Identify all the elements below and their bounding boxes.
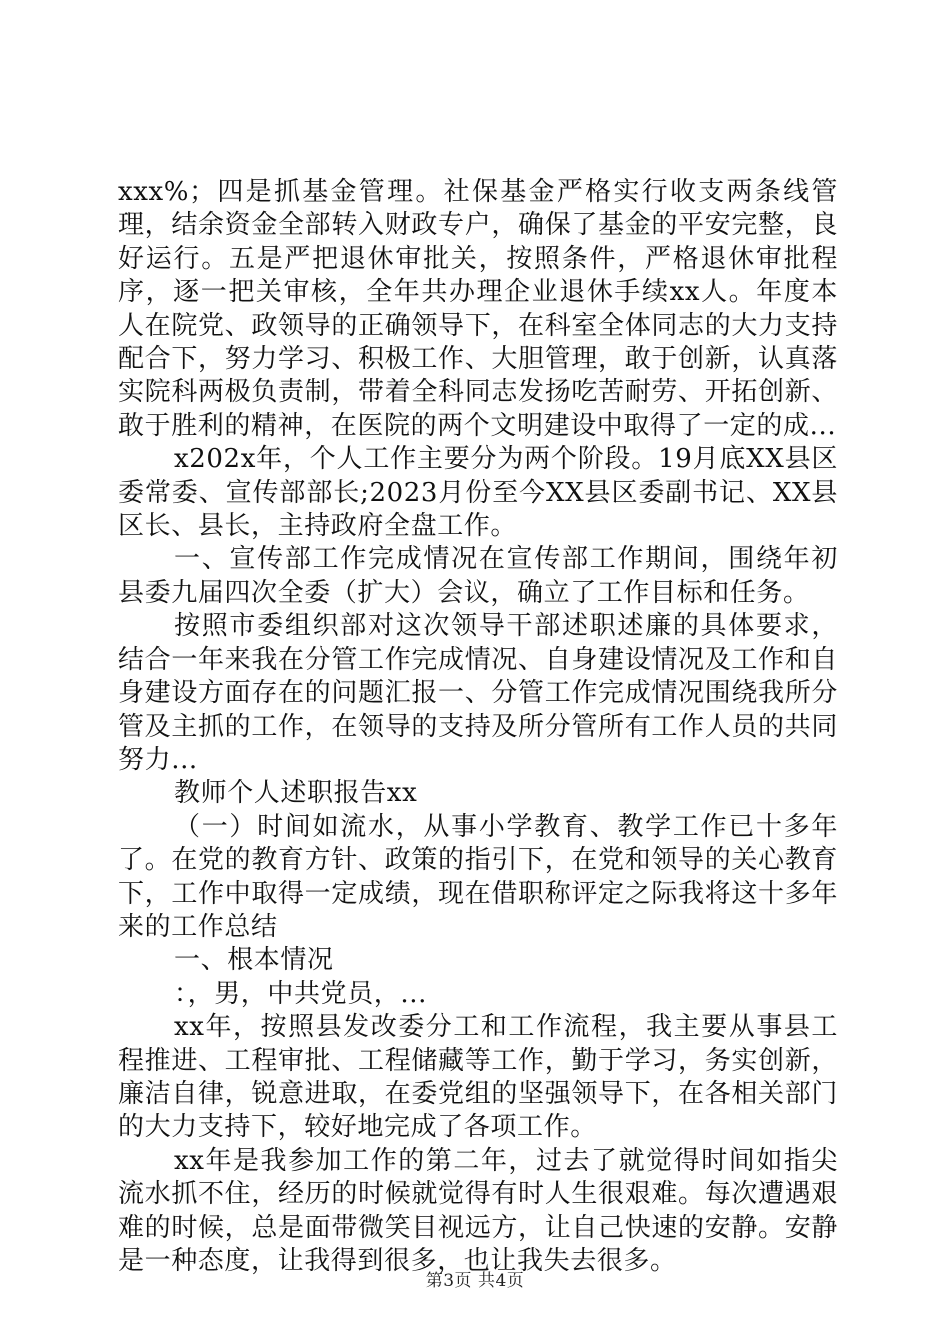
paragraph-heading-basic-info: 一、根本情况 — [174, 945, 334, 976]
paragraph-2: x202x年，个人工作主要分为两个阶段。19月底XX县区委常委、宣传部部长;2023月份至今XX县区委副书记、XX县区长、县长，主持政府全盘工作。 — [118, 444, 838, 542]
paragraph-9: xx年，按照县发改委分工和工作流程，我主要从事县工程推进、工程审批、工程储藏等工作，勤于学习，务实创新，廉洁自律，锐意进取，在委党组的坚强领导下，在各相关部门的大力支持下，较好地完成了各项工作。 — [118, 1012, 838, 1143]
paragraph-6: （一）时间如流水，从事小学教育、教学工作已十多年了。在党的教育方针、政策的指引下，在党和领导的关心教育下，工作中取得一定成绩，现在借职称评定之际我将这十多年来的工作总结 — [118, 811, 838, 942]
page-number-footer: 第3页 共4页 — [425, 1271, 525, 1291]
document-body — [118, 176, 838, 1278]
paragraph-4: 按照市委组织部对这次领导干部述职述廉的具体要求，结合一年来我在分管工作完成情况、自身建设情况及工作和自身建设方面存在的问题汇报一、分管工作完成情况围绕我所分管及主抓的工作，在领导的支持及所分管所有工作人员的共同努力... — [118, 611, 838, 775]
paragraph-8: ：，男，中共党员，... — [174, 978, 427, 1009]
paragraph-1: xxx%；四是抓基金管理。社保基金严格实行收支两条线管理，结余资金全部转入财政专户，确保了基金的平安完整，良好运行。五是严把退休审批关，按照条件，严格退休审批程序，逐一把关审核，全年共办理企业退休手续xx人。年度本人在院党、政领导的正确领导下，在科室全体同志的大力支持配合下，努力学习、积极工作、大胆管理，敢于创新，认真落实院科两极负责制，带着全科同志发扬吃苦耐劳、开拓创新、敢于胜利的精神，在医院的两个文明建设中取得了一定的成... — [118, 177, 838, 441]
paragraph-3: 一、宣传部工作完成情况在宣传部工作期间，围绕年初县委九届四次全委（扩大）会议，确立了工作目标和任务。 — [118, 544, 838, 608]
paragraph-heading-teacher-report: 教师个人述职报告xx — [174, 778, 418, 809]
paragraph-10: xx年是我参加工作的第二年，过去了就觉得时间如指尖流水抓不住，经历的时候就觉得有时人生很艰难。每次遭遇艰难的时候，总是面带微笑目视远方，让自己快速的安静。安静是一种态度，让我得到很多，也让我失去很多。 — [118, 1145, 838, 1276]
